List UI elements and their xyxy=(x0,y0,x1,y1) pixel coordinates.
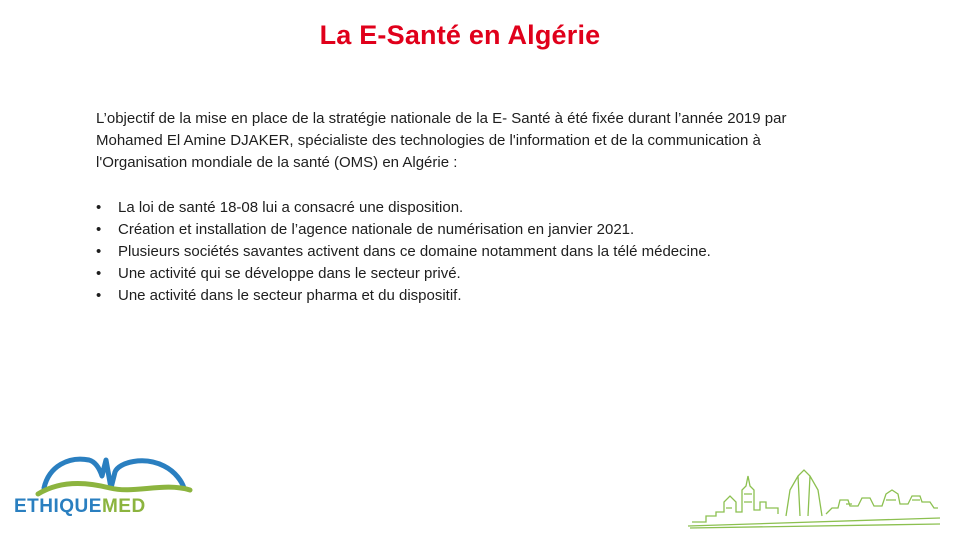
bullet-marker: • xyxy=(96,243,102,260)
bullet-list xyxy=(96,197,856,307)
bullet-marker: • xyxy=(96,287,102,304)
bullet-text: Une activité qui se développe dans le secteur privé. xyxy=(118,265,461,282)
slide-title: La E-Santé en Algérie xyxy=(319,20,601,50)
intro-paragraph: L’objectif de la mise en place de la stratégie nationale de la E- Santé à été fixée durant l’année 2019 par Mohamed El Amine DJAKER, spécialiste des technologies de l'information et de la communication à l'Organisation mondiale de la santé (OMS) en Algérie : xyxy=(96,110,787,171)
logo-text xyxy=(14,496,146,518)
logo-text-ethique: ETHIQUE xyxy=(14,496,102,517)
bullet-text: La loi de santé 18-08 lui a consacré une disposition. xyxy=(118,199,464,216)
algiers-skyline-icon xyxy=(686,462,942,530)
bullet-marker: • xyxy=(96,265,102,282)
ethiquemed-logo xyxy=(14,448,210,522)
logo-wave-icon xyxy=(14,448,210,502)
bullet-text: Une activité dans le secteur pharma et du dispositif. xyxy=(118,287,462,304)
bullet-text: Plusieurs sociétés savantes activent dans ce domaine notamment dans la télé médecine. xyxy=(118,243,711,260)
logo-text-med: MED xyxy=(101,496,146,517)
list-item xyxy=(96,219,856,241)
list-item xyxy=(96,197,856,219)
bullet-text: Création et installation de l’agence nationale de numérisation en janvier 2021. xyxy=(118,221,635,238)
bullet-marker: • xyxy=(96,199,102,216)
list-item xyxy=(96,241,856,263)
bullet-marker: • xyxy=(96,221,102,238)
list-item xyxy=(96,263,856,285)
list-item xyxy=(96,285,856,307)
